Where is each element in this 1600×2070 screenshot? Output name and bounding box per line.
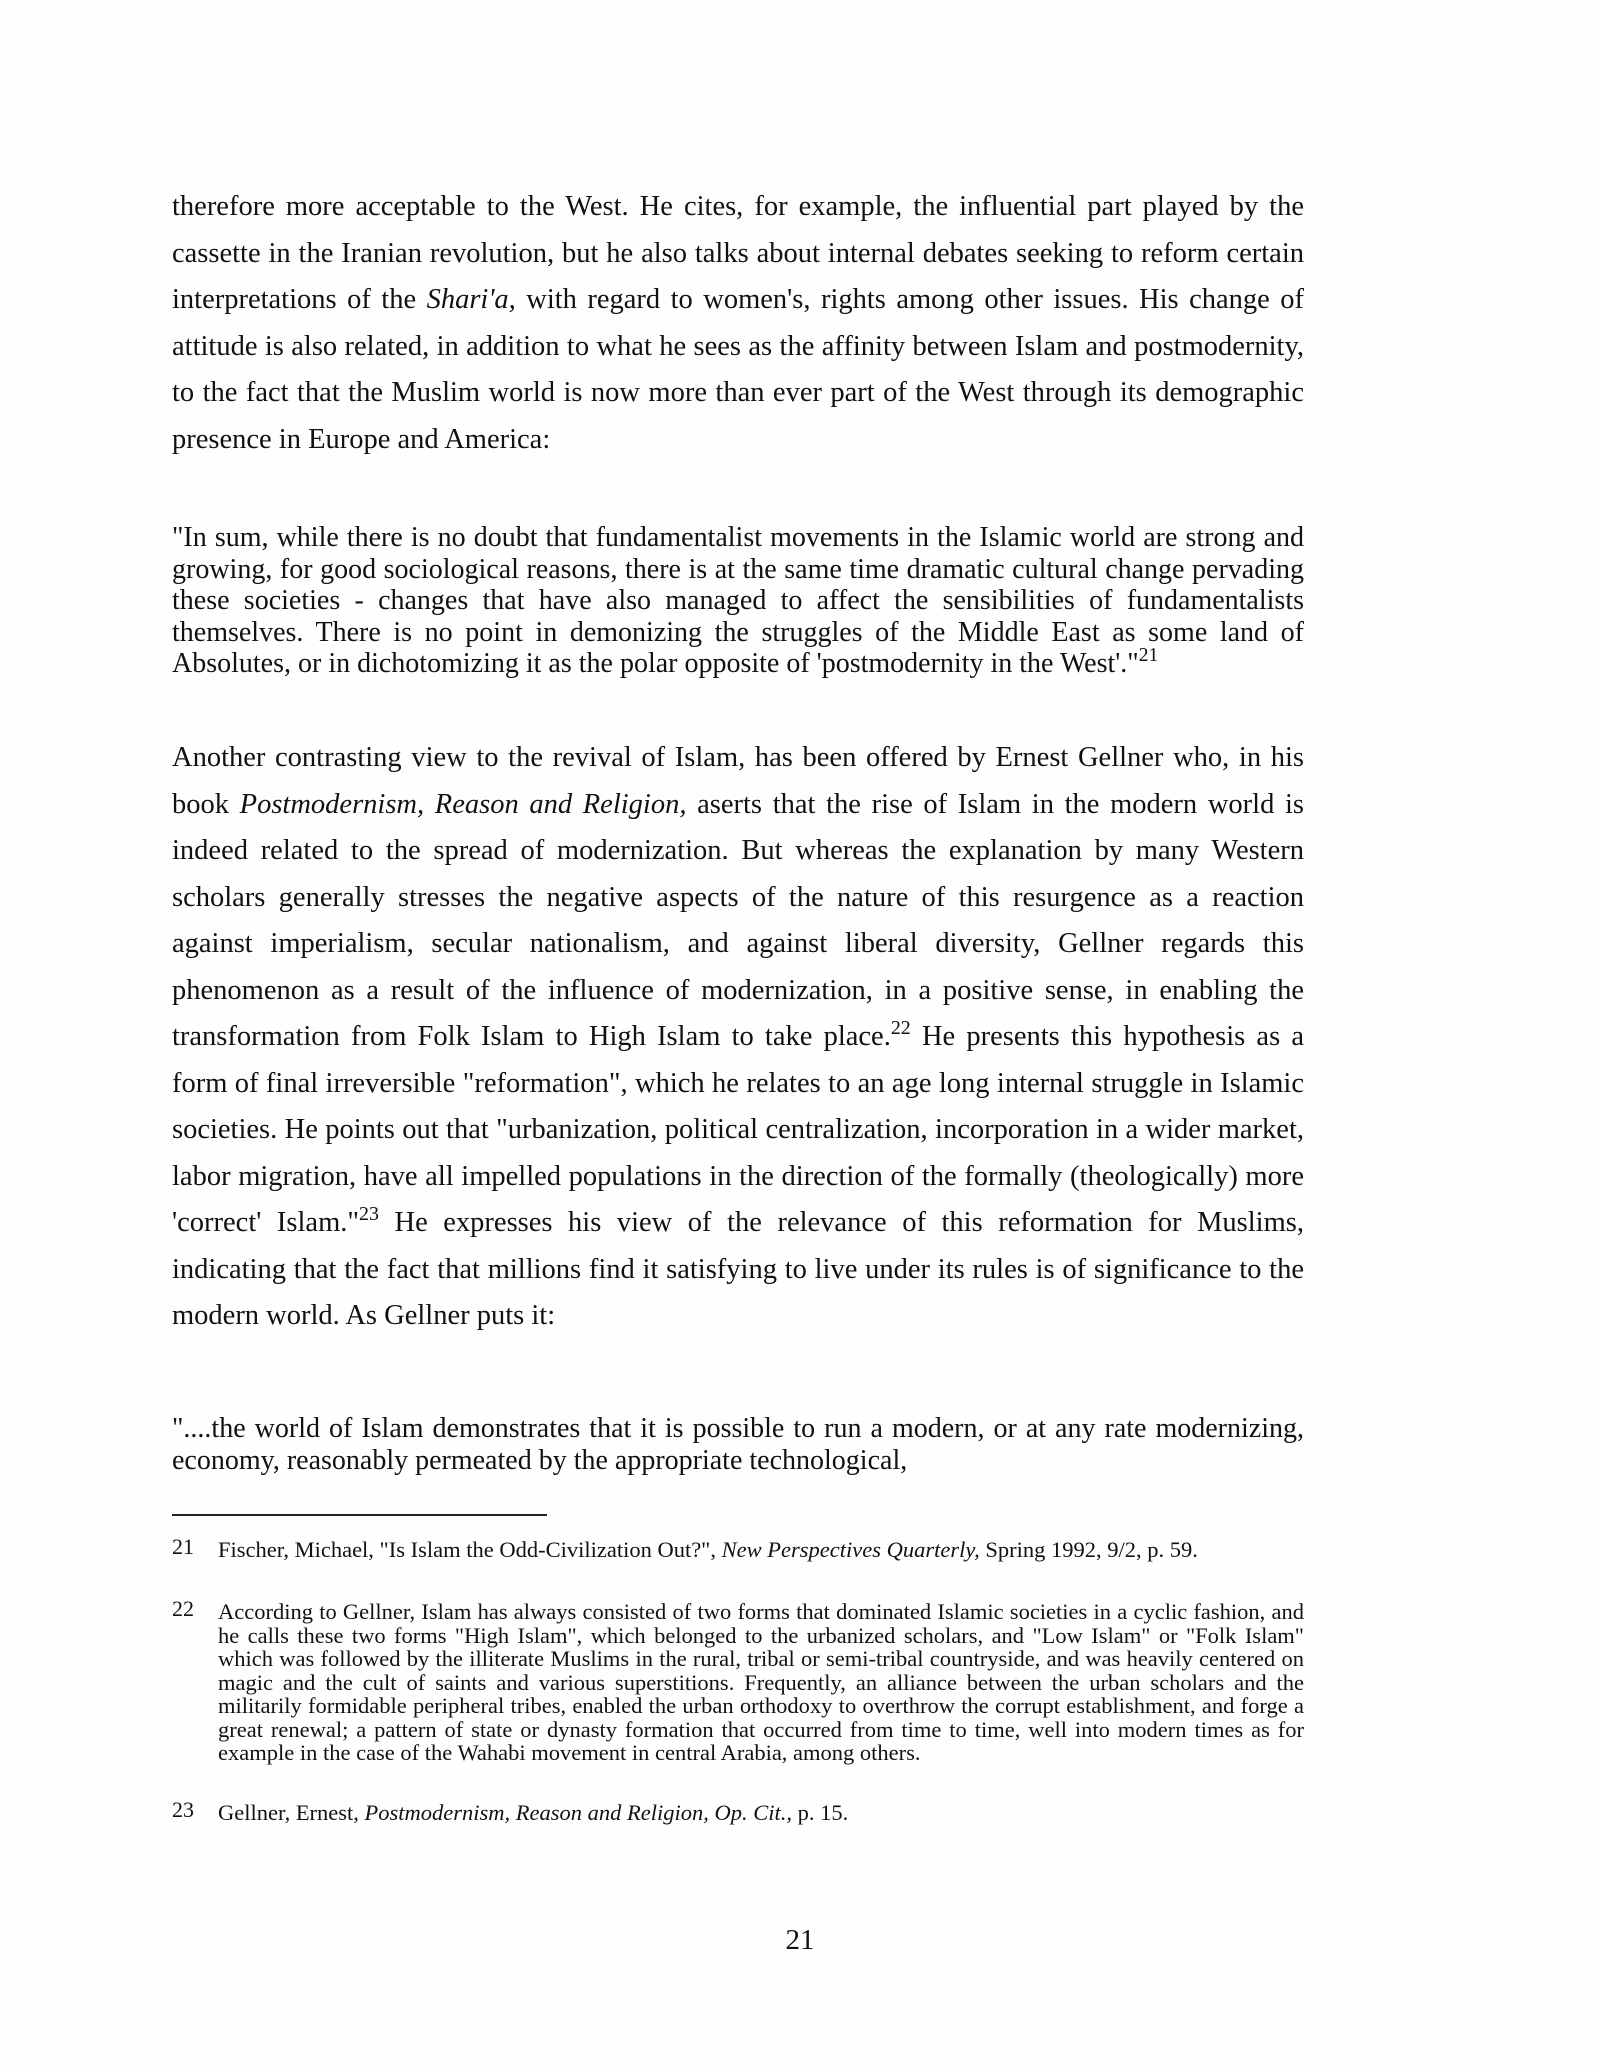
- quote-text: "....the world of Islam demonstrates that it is possible to run a modern, or at any rate modernizing, economy, reasonably permeated by the appropriate technological,: [172, 1413, 1304, 1476]
- block-quote-1: [172, 522, 1304, 680]
- italic-term: Shari'a,: [426, 284, 516, 315]
- quote-text: "In sum, while there is no doubt that fundamentalist movements in the Islamic world are strong and growing, for good sociological reasons, there is at the same time dramatic cultural change pervading these societies - changes that have also managed to affect the sensibilities of fundamentalists themselves. There is no point in demonizing the struggles of the Middle East as some land of Absolutes, or in dichotomizing it as the polar opposite of 'postmodernity in the West'.": [172, 522, 1304, 679]
- journal-title: New Perspectives Quarterly,: [721, 1537, 980, 1562]
- footnote-number: 23: [172, 1797, 194, 1822]
- block-quote-2: [172, 1413, 1304, 1476]
- body-paragraph-2: [172, 735, 1304, 1340]
- paragraph-text: aserts that the rise of Islam in the modern world is indeed related to the spread of modernization. But whereas the explanation by many Western scholars generally stresses the negative aspects of the nature of this resurgence as a reaction against imperialism, secular nationalism, and against liberal diversity, Gellner regards this phenomenon as a result of the influence of modernization, in a positive sense, in enabling the transformation from Folk Islam to High Islam to take place.: [172, 788, 1304, 1052]
- footnote-ref-23[interactable]: 23: [359, 1203, 379, 1226]
- footnote-ref-21[interactable]: 21: [1138, 645, 1159, 667]
- book-title: Postmodernism, Reason and Religion,: [239, 788, 687, 820]
- footnote-divider: [172, 1514, 547, 1516]
- footnote-21: [172, 1534, 1304, 1562]
- paragraph-text: with regard to women's, rights among other issues. His change of attitude is also related, in addition to what he sees as the affinity between Islam and postmodernity, to the fact that the Muslim world is now more than ever part of the West through its demographic presence in Europe and America:: [172, 284, 1305, 455]
- footnote-number: 21: [172, 1534, 194, 1559]
- footnote-text: According to Gellner, Islam has always consisted of two forms that dominated Islamic societies in a cyclic fashion, and he calls these two forms "High Islam", which belonged to the urbanized scholars, and "Low Islam" or "Folk Islam" which was followed by the illiterate Muslims in the rural, tribal or semi-tribal countryside, and was heavily centered on magic and the cult of saints and various superstitions. Frequently, an alliance between the urban scholars and the militarily formidable peripheral tribes, enabled the urban orthodoxy to overthrow the corrupt establishment, and forge a great renewal; a pattern of state or dynasty formation that occurred from time to time, well into modern times as for example in the case of the Wahabi movement in central Arabia, among others.: [218, 1599, 1304, 1765]
- footnote-text: p. 15.: [792, 1800, 849, 1825]
- footnote-22: [172, 1596, 1304, 1765]
- body-paragraph-1: [172, 184, 1304, 463]
- footnote-text: Gellner, Ernest,: [218, 1800, 365, 1825]
- paragraph-text: He expresses his view of the relevance of this reformation for Muslims, indicating that the fact that millions find it satisfying to live under its rules is of significance to the modern world. As Gellner puts it:: [172, 1207, 1304, 1331]
- footnote-23: [172, 1797, 1304, 1825]
- paragraph-text: therefore more acceptable to the West. He cites, for example, the influential part played by the cassette in the Iranian revolution, but he also talks about internal debates seeking to reform certain interpretations of the: [172, 191, 1304, 315]
- paragraph-text: He presents this hypothesis as a form of final irreversible "reformation", which he relates to an age long internal struggle in Islamic societies. He points out that "urbanization, political centralization, incorporation in a wider market, labor migration, have all impelled populations in the direction of the formally (theologically) more 'correct' Islam.": [172, 1021, 1304, 1238]
- book-title: Postmodernism, Reason and Religion, Op. Cit.,: [364, 1800, 793, 1825]
- footnote-text: Spring 1992, 9/2, p. 59.: [979, 1537, 1198, 1562]
- paragraph-text: Another contrasting view to the revival of Islam, has been offered by Ernest Gellner who, in his book: [172, 742, 1304, 820]
- footnote-ref-22[interactable]: 22: [890, 1017, 911, 1040]
- page-number: 21: [785, 1924, 815, 1956]
- footnote-number: 22: [172, 1596, 194, 1621]
- footnote-text: Fischer, Michael, "Is Islam the Odd-Civilization Out?",: [218, 1537, 722, 1562]
